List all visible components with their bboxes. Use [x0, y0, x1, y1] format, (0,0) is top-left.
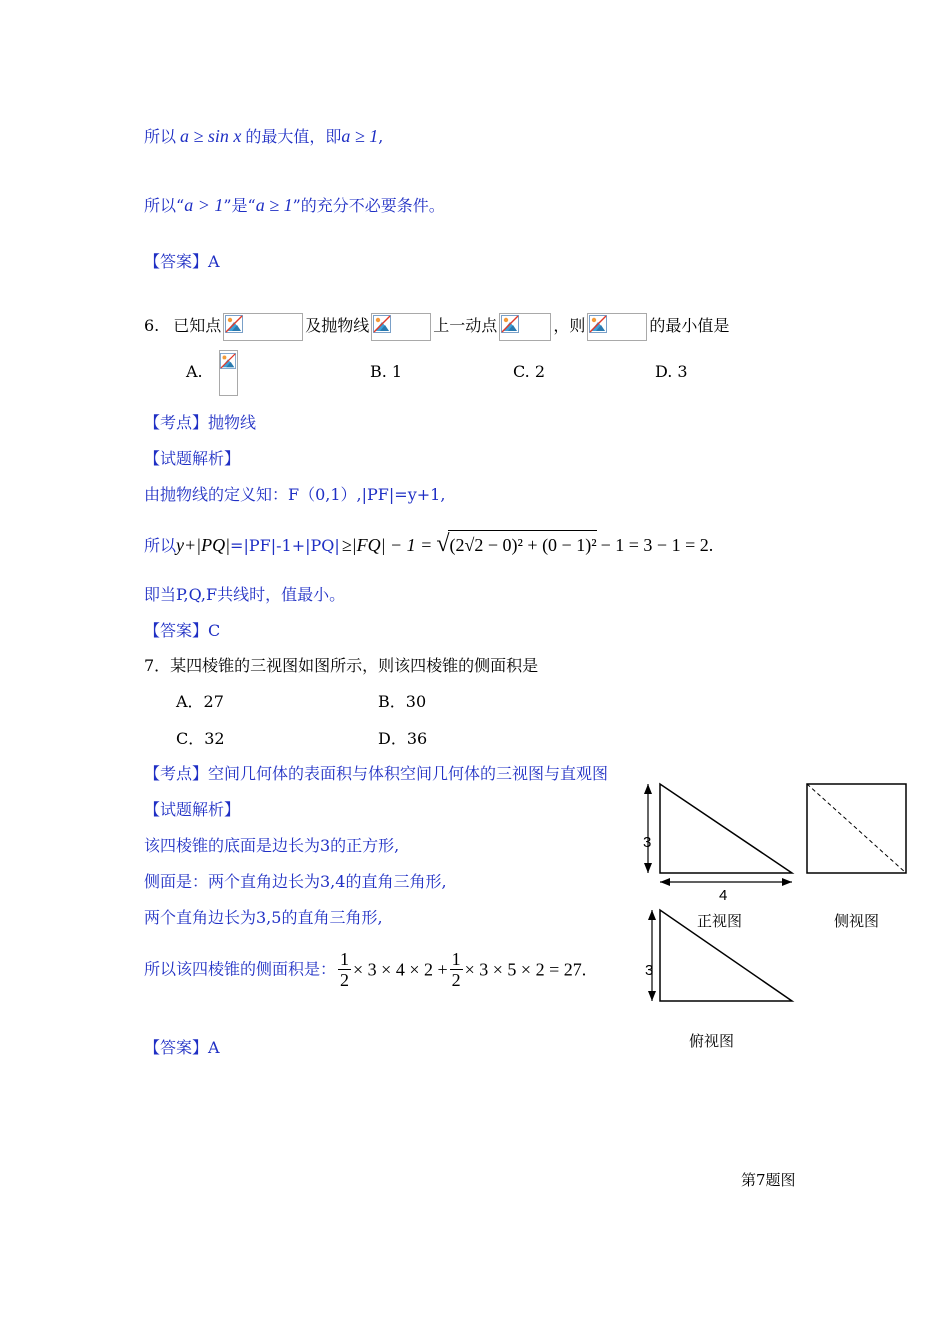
side-view-label: 侧视图 — [834, 912, 880, 930]
jiexi-label: 【试题解析】 — [144, 449, 241, 468]
option-d: D. 3 — [655, 362, 688, 381]
option-c: C．32 — [176, 729, 225, 748]
three-view-figure — [630, 770, 930, 1020]
top-view-label: 俯视图 — [689, 1032, 735, 1050]
solution-line: 该四棱锥的底面是边长为3的正方形, — [144, 836, 400, 855]
solution-line: 即当P,Q,F共线时，值最小。 — [144, 585, 346, 604]
text-line: 所以 a ≥ sin x 的最大值，即a ≥ 1, — [144, 126, 384, 146]
kaodian-label: 【考点】抛物线 — [144, 413, 257, 432]
broken-image-icon — [223, 313, 303, 341]
option-a: A. — [186, 362, 203, 381]
broken-image-icon — [499, 313, 551, 341]
solution-line: 两个直角边长为3,5的直角三角形, — [144, 908, 383, 927]
math-expression: a > 1 — [184, 195, 224, 215]
option-c: C. 2 — [513, 362, 546, 381]
fraction: $\frac{1}{2}$ — [340, 949, 350, 990]
sqrt-sign: √ — [436, 531, 450, 557]
kaodian-label: 【考点】空间几何体的表面积与体积空间几何体的三视图与直观图 — [144, 764, 609, 783]
question-stem: 6. 已知点 及抛物线 上一动点 ，则 的最小值是 — [144, 312, 729, 341]
solution-formula: 所以该四棱锥的侧面积是： $\frac{1}{2}$ × 3 × 4 × 2 + $\frac{1}{2}$ × 3 × 5 × 2 = 27. — [144, 949, 587, 990]
math-expression: a ≥ 1 — [341, 126, 379, 146]
option-a: A．27 — [176, 692, 224, 711]
answer-label: 【答案】A — [144, 252, 220, 271]
option-b: B. 1 — [370, 362, 403, 381]
figure-caption: 第7题图 — [741, 1171, 796, 1189]
hidden-edge — [807, 784, 906, 873]
solution-formula: 所以y+|PQ|=|PF|-1+|PQ| ≥|FQ| − 1 = √(2√2 − 0)² + (0 − 1)² − 1 = 3 − 1 = 2. — [144, 531, 714, 557]
option-d: D．36 — [378, 729, 428, 748]
dimension-label: 4 — [719, 887, 728, 904]
front-view-label: 正视图 — [697, 912, 743, 930]
math-expression: a ≥ 1 — [255, 195, 293, 215]
question-stem: 7．某四棱锥的三视图如图所示，则该四棱锥的侧面积是 — [144, 656, 539, 675]
option-b: B．30 — [378, 692, 427, 711]
answer-label: 【答案】C — [144, 621, 221, 640]
jiexi-label: 【试题解析】 — [144, 800, 241, 819]
dimension-label: 3 — [645, 962, 654, 979]
answer-label: 【答案】A — [144, 1038, 220, 1057]
front-view-triangle — [660, 784, 792, 873]
math-expression: a ≥ sin x — [180, 126, 242, 146]
fraction: $\frac{1}{2}$ — [451, 949, 461, 990]
option-a-image — [219, 350, 238, 396]
solution-line: 由抛物线的定义知：F（0,1）,|PF|=y+1, — [144, 485, 446, 504]
broken-image-icon — [371, 313, 431, 341]
text-line: 所以“a > 1”是“a ≥ 1”的充分不必要条件。 — [144, 195, 445, 215]
dimension-label: 3 — [643, 834, 652, 851]
broken-image-icon — [587, 313, 647, 341]
solution-line: 侧面是：两个直角边长为3,4的直角三角形, — [144, 872, 447, 891]
broken-image-icon — [220, 352, 236, 370]
